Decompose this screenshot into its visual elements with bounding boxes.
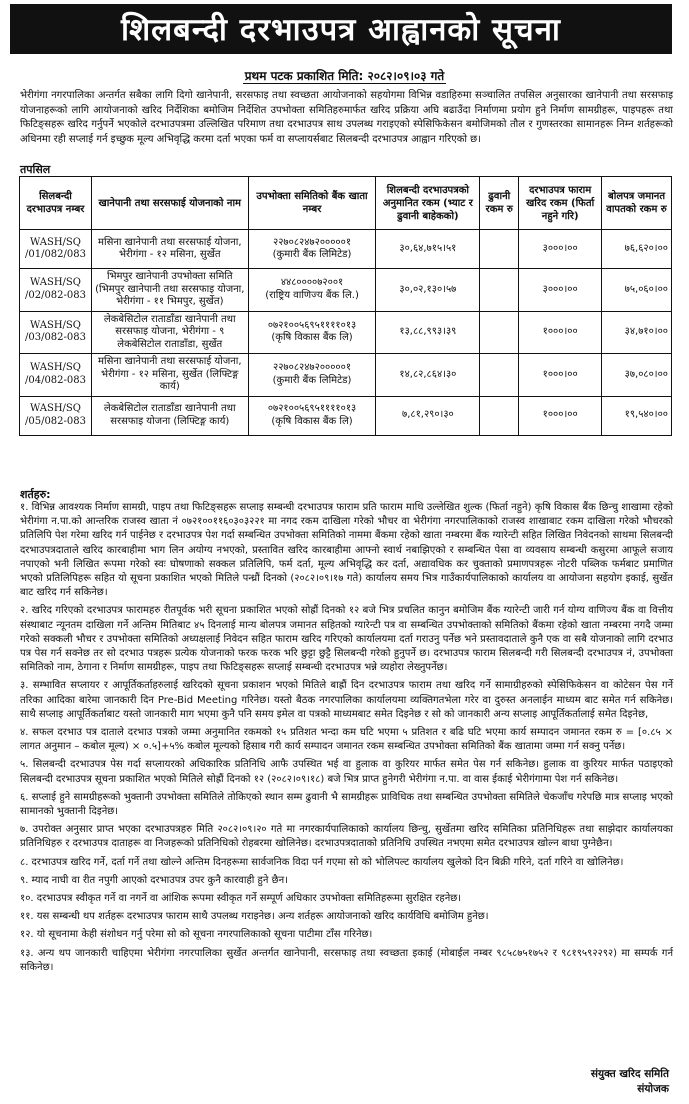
conditions-title: शर्तहरु:: [20, 488, 51, 501]
bid-number: WASH/SQ /04/082-083: [20, 354, 92, 397]
bid-table: [19, 176, 672, 436]
form-fee: १०००।००: [519, 396, 602, 435]
bid-deposit: ३४,७१०।००: [602, 311, 672, 354]
col-header-project: खानेपानी तथा सरसफाई योजनाको नाम: [91, 177, 248, 230]
schedule-label: तपसिल: [20, 163, 51, 176]
estimate-amount: १४,८२,८६४।३०: [376, 354, 480, 397]
form-fee: ३०००।००: [519, 230, 602, 269]
intro-paragraph: भेरीगंगा नगरपालिका अन्तर्गत सबैका लागि दिगो खानेपानी, सरसफाइ तथा स्वच्छता आयोजनाको सहयोगमा विभिन्न वडाहिरुमा सञ्चालित तपसिल अनुसारका खानेपानी तथा सरसफाइ योजनाहरूको लागि आयोजनाको खरिद निर्देशिका बमोजिम निर्देशित उपभोक्ता समितिहरुमार्फत खरिद प्रक्रिया अघि बढाउँदा निर्माणमा प्रयोग हुने निर्माण सामग्रीहरू, पाइपहरू तथा फिटिङ्सहरू खरिद गर्नुपर्ने भएकोले दरभाउपत्रमा उल्लिखित परिमाण तथा दरभाउपत्र साथ उपलब्ध गराइएको स्पेसिफिकेसन बमोजिमको तौल र गुणस्तरका सामानहरू निम्न शर्तहरूको अधिनमा रही सप्लाई गर्न इच्छुक मूल्य अभिवृद्धि करमा दर्ता भएका फर्म वा सप्लायर्सबाट सिलबन्दी दरभाउपत्र आह्वान गरिएको छ।: [20, 90, 673, 145]
bank-account: ०७२१००५६९५११११०१३ (कृषि विकास बैंक लि): [248, 396, 376, 435]
condition-item: १. विभिन्न आवश्यक निर्माण सामग्री, पाइप तथा फिटिङ्सहरू सप्लाइ सम्बन्धी दरभाउपत्र फाराम प्रति फाराम माथि उल्लेखित शुल्क (फिर्ता नहुने) कृषि विकास बैंक छिन्चु शाखामा रहेको भेरीगंगा न.पा.को आन्तरिक राजस्व खाता नं ०७२१००११६०३०३२२१ मा नगद रकम दाखिला गरेको भौचर वा भेरीगंगा नगरपालिकाको राजस्व शाखाबाट रकम दाखिला गरेको भौचरको प्रतिलिपि पेश गरेमा खरिद गर्न पाईनेछ र दरभाउपत्र पेश गर्दा सम्बन्धित उपभोक्ता समितिको नाममा बैंकमा रहेको खाता नम्बरमा बैंक ग्यारेन्टी सहित लिखित निवेदनको साथमा सिलबन्दी दरभाउपत्रदाताले खरिद कारबाहीमा भाग लिन अयोग्य नभएको, प्रस्तावित खरिद कारबाहीमा आफ्नो स्वार्थ नबाझिएको र सम्बन्धित पेसा वा व्यवसाय सम्बन्धी कसुरमा आफूले सजाय नपाएको भनी लिखित रूपमा गरेको स्वः घोषणाको सक्कल प्रतिलिपि, फर्म दर्ता, मूल्य अभिवृद्धि कर दर्ता, अद्यावधिक कर चुक्ताको प्रमाणपत्रहरू नोटरी पब्लिक फर्मबाट प्रमाणित भएको प्रतिलिपिहरू सहित यो सूचना प्रकाशित भएको मितिले पन्ध्रौं दिनको (२०८२।०९।१७ गते) कार्यालय समय भित्र गाउँकार्यपालिकाको कार्यालय वा आयोजना सहयोग इकाई, सुर्खेत बाट खरिद गर्न सकिनेछ।: [20, 502, 673, 599]
table-header-row: [20, 177, 672, 230]
condition-item: ९. म्याद नाघी वा रीत नपुगी आएको दरभाउपत्र उपर कुनै कारवाही हुने छैन।: [20, 874, 288, 886]
bid-number: WASH/SQ /01/082/083: [20, 230, 92, 269]
bank-account: २२७०८२४७२०००००१ (कुमारी बैंक लिमिटेड): [248, 230, 376, 269]
col-header-deposit: बोलपत्र जमानत वापतको रकम रु: [602, 177, 672, 230]
estimate-amount: १३,८८,९९३।३९: [376, 311, 480, 354]
form-fee: ३०००।००: [519, 269, 602, 312]
bid-deposit: ७६,६२०।००: [602, 230, 672, 269]
bank-account: २२७०८२४७२०००००१ (कुमारी बैंक लिमिटेड): [248, 354, 376, 397]
conditions-list: [20, 501, 673, 979]
transport-amount: [480, 230, 519, 269]
signature-committee: संयुक्त खरिद समिति: [590, 1068, 669, 1080]
bank-account: ०७२१००५६९५११११०१३ (कृषि विकास बैंक लि): [248, 311, 376, 354]
notice-title: शिलबन्दी दरभाउपत्र आह्वानको सूचना: [10, 4, 672, 54]
condition-item: ३. सम्भावित सप्लायर र आपूर्तिकर्ताहरुलाई खरिदको सूचना प्रकाशन भएको मितिले बाह्रौं दिन दरभाउपत्र फाराम तथा खरिद गर्ने सामाग्रीहरुको स्पेसिफिकेसन वा कोटेसन पेस गर्ने तरिका आदिका बारेमा जानकारी दिन Pre-Bid Meeting गरिनेछ। यस्तो बैठक नगरपालिका कार्यालयमा व्यक्तिगतभेला गरेर वा दुरुस्त अनलाईन माध्यम बाट समेत गर्न सकिनेछ। साथै सप्लाइ आपूर्तिकर्ताबाट यस्तो जानकारी माग भएमा कुनै पनि समय इमेल वा पत्रको माध्यमबाट समेत दिइनेछ र सो को जानकारी अन्य सप्लाइ आपूर्तिकर्तालाई समेत दिइनेछ,: [20, 680, 673, 720]
condition-item: ५. सिलबन्दी दरभाउपत्र पेस गर्दा सप्लायरको अधिकारिक प्रतिनिधि आफै उपस्थित भई वा हुलाक वा कुरियर मार्फत समेत पेस गर्न सकिनेछ। हुलाक वा कुरियर मार्फत पठाइएको सिलबन्दी दरभाउपत्र सूचना प्रकाशित भएको मितिले सोह्रौं दिनको १२ (२०८२।०९।१८) बजे भित्र प्राप्त हुनेगरी भेरीगंगा न.पा. वा वास ईकाई भेरीगंगामा पेश गर्न सकिनेछ।: [20, 759, 673, 785]
form-fee: १०००।००: [519, 354, 602, 397]
table-row: [20, 230, 672, 269]
bid-deposit: १९,५४०।००: [602, 396, 672, 435]
project-name: मसिना खानेपानी तथा सरसफाई योजना, भेरीगंगा - १२ मसिना, सुर्खेत: [91, 230, 248, 269]
table-row: [20, 269, 672, 312]
form-fee: १०००।००: [519, 311, 602, 354]
table-row: [20, 311, 672, 354]
condition-item: ८. दरभाउपत्र खरिद गर्ने, दर्ता गर्ने तथा खोल्ने अन्तिम दिनहरूमा सार्वजनिक विदा पर्न गएमा सो को भोलिपल्ट कार्यालय खुलेको दिन बिक्री गरिने, दर्ता गरिने वा खोलिनेछ।: [20, 856, 624, 868]
condition-item: १३. अन्य थप जानकारी चाहिएमा भेरीगंगा नगरपालिका सुर्खेत अन्तर्गत खानेपानी, सरसफाइ तथा स्वच्छता इकाई (मोबाईल नम्बर ९८५८७५१७५२ र ९८१९५९२२९२) मा सम्पर्क गर्न सकिनेछ।: [20, 947, 673, 973]
table-row: [20, 354, 672, 397]
estimate-amount: ३०,६४,७१५।५१: [376, 230, 480, 269]
estimate-amount: ३०,०२,१३०।५७: [376, 269, 480, 312]
project-name: भिमपुर खानेपानी उपभोक्ता समिति (भिमपुर खानेपानी तथा सरसफाइ योजना, भेरीगंगा - ११ भिमपुर, सुर्खेत): [91, 269, 248, 312]
signature-block: [591, 1067, 669, 1097]
condition-item: ११. यस सम्बन्धी थप शर्तहरू दरभाउपत्र फाराम साथै उपलब्ध गराइनेछ। अन्य शर्तहरू आयोजनाको खरिद कार्यविधि बमोजिम हुनेछ।: [20, 911, 489, 923]
col-header-form-fee: दरभाउपत्र फाराम खरिद रकम (फिर्ता नहुने गरि): [519, 177, 602, 230]
bid-number: WASH/SQ /03/082-083: [20, 311, 92, 354]
transport-amount: [480, 354, 519, 397]
bank-account: ४४८००००७२००१ (राष्ट्रिय वाणिज्य बैंक लि.): [248, 269, 376, 312]
condition-item: ६. सप्लाई हुने सामग्रीहरूको भुक्तानी उपभोक्ता समितिले तोकिएको स्थान सम्म ढुवानी भै सामग्रीहरू प्राविधिक तथा सम्बन्धित उपभोक्ता समितिले चेकजाँच गरेपछि मात्र सप्लाइ भएको सामानको भुक्तानी दिइनेछ।: [20, 791, 673, 818]
estimate-amount: ७,८१,२९०।३०: [376, 396, 480, 435]
publication-date: प्रथम पटक प्रकाशित मिति: २०८२।०९।०३ गते: [244, 69, 445, 83]
project-name: मसिना खानेपानी तथा सरसफाई योजना, भेरीगंगा - १२ मसिना, सुर्खेत (लिफ्टिङ्ग कार्य): [91, 354, 248, 397]
table-row: [20, 396, 672, 435]
signature-role: संयोजक: [637, 1083, 669, 1095]
transport-amount: [480, 396, 519, 435]
condition-item: ७. उपरोक्त अनुसार प्राप्त भएका दरभाउपत्रहरु मिति २०८२।०९।२० गते मा नगरकार्यपालिकाको कार्यालय छिन्चु, सुर्खेतमा खरिद समितिका प्रतिनिधिहरू तथा साझेदार कार्यालयका प्रतिनिधिहरु र दरभाउपत्र दाताहरू वा निजहरूको प्रतिनिधिको रोहबरमा खोलिनेछ। दरभाउपत्रदाताको प्रतिनिधि उपस्थित नभएमा समेत दरभाउपत्र खोल्न बाधा पुग्नेछैन।: [20, 824, 673, 850]
bid-number: WASH/SQ /05/082-083: [20, 396, 92, 435]
transport-amount: [480, 269, 519, 312]
col-header-number: सिलबन्दी दरभाउपत्र नम्बर: [20, 177, 92, 230]
condition-item: १२. यो सूचनामा केही संशोधन गर्नु परेमा सो को सूचना नगरपालिकाको सूचना पाटीमा टाँस गरिनेछ।: [20, 929, 373, 941]
condition-item: ४. सफल दरभाउ पत्र दाताले दरभाउ पत्रको जम्मा अनुमानित रकमको १५ प्रतिशत भन्दा कम घटि भएमा ५ प्रतिशत र बढि घटि भएमा कार्य सम्पादन जमानत रकम रु = [०.८५ × लागत अनुमान – कबोल मूल्य) × ०.५]+५% कबोल मूल्यको हिसाब गरी कार्य सम्पादन जमानत रकम सम्बन्धित उपभोक्ता समितिको बैंक खातामा जम्मा गर्न सक्नु पर्नेछ।: [20, 727, 673, 753]
bid-deposit: ७५,०६०।००: [602, 269, 672, 312]
condition-item: १०. दरभाउपत्र स्वीकृत गर्ने वा नगर्ने वा आंशिक रूपमा स्वीकृत गर्ने सम्पूर्ण अधिकार उपभोक्ता समितिहरूमा सुरक्षित रहनेछ।: [20, 893, 462, 905]
bid-number: WASH/SQ /02/082-083: [20, 269, 92, 312]
condition-item: २. खरिद गरिएको दरभाउपत्र फारामहरु रीतपूर्वक भरी सूचना प्रकाशित भएको सोह्रौं दिनको १२ बजे भित्र प्रचलित कानुन बमोजिम बैंक ग्यारेन्टी जारी गर्न योग्य वाणिज्य बैंक वा वित्तीय संस्थाबाट न्यूनतम दाखिला गर्ने अन्तिम मितिबाट ४५ दिनलाई मान्य बोलपत्र जमानत सहितको ग्यारेन्टी पत्र वा सम्बन्धित उपभोक्ताको समितिको बैंकमा रहेको खाता नम्बरमा नगदै जम्मा गरेको सक्कली भौचर र उपभोक्ता समितिको अध्यक्षलाई निवेदन सहित फाराम खरिद गरिएको कार्यालयमा दर्ता गराउनु पर्नेछ भने प्रस्तावदाताले कुनै एक वा सबै योजनाको लागि दरभाउ पत्र पेस गर्न सक्नेछ तर सो दरभाउ पत्रहरू प्रत्येक योजनाको फरक फरक भरि छुट्टा छुट्टै सिलबन्दी गरेको हुनुपर्ने छ। दरभाउपत्र फाराम सिलबन्दी गरी सिलबन्दी दरभाउपत्र नं, उपभोक्ता समितिको नाम, ठेगाना र निर्माण सामग्रीहरू, पाइप तथा फिटिङ्सहरू सप्लाई सम्बन्धी दरभाउपत्र भन्ने व्यहोरा लेख्नुपर्नेछ।: [20, 605, 673, 674]
col-header-transport: ढुवानी रकम रु: [480, 177, 519, 230]
project-name: लेकबेसिटोल राताडाँडा खानेपानी तथा सरसफाइ योजना (लिफ्टिङ्ग कार्य): [91, 396, 248, 435]
transport-amount: [480, 311, 519, 354]
bid-deposit: ३७,०८०।००: [602, 354, 672, 397]
col-header-estimate: शिलबन्दी दरभाउपत्रको अनुमानित रकम (भ्याट र ढुवानी बाहेकको): [376, 177, 480, 230]
col-header-account: उपभोक्ता समितिको बैंक खाता नम्बर: [248, 177, 376, 230]
project-name: लेकबेसिटोल राताडाँडा खानेपानी तथा सरसफाइ योजना, भेरीगंगा - ९ लेकबेसिटोल राताडाँडा, सुर्खेत: [91, 311, 248, 354]
